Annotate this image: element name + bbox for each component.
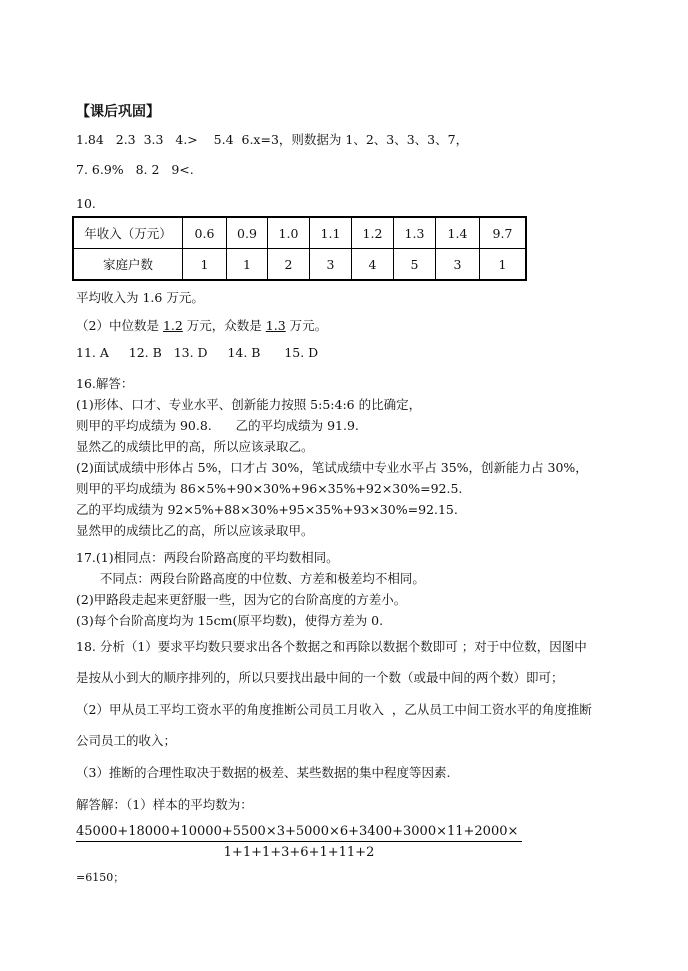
table-cell: 1.4 [436,217,480,249]
q16-line: 则甲的平均成绩为 86×5%+90×30%+96×35%+92×30%=92.5. [76,481,463,496]
answers-line-2: 7. 6.9% 8. 2 9<. [76,162,194,177]
q17-line: (3)每个台阶高度均为 15cm(原平均数)，使得方差为 0. [76,613,384,628]
question-10-label: 10. [76,196,96,211]
section-heading: 【课后巩固】 [76,104,160,120]
table-cell: 1.3 [394,217,436,249]
q18-line: 公司员工的收入； [76,733,177,748]
average-income-text: 平均收入为 1.6 万元。 [76,290,204,305]
q18-line: 是按从小到大的顺序排列的，所以只要找出最中间的一个数（或最中间的两个数）即可； [76,670,564,685]
table-cell: 1 [183,249,227,281]
table-cell: 9.7 [480,217,527,249]
q16-line: 乙的平均成绩为 92×5%+88×30%+95×35%+93×30%=92.15. [76,502,458,517]
table-cell: 2 [268,249,310,281]
answers-line-1: 1.84 2.3 3.3 4.> 5.4 6.x=3，则数据为 1、2、3、3、3、7， [76,132,469,147]
q17-line: (2)甲路段走起来更舒服一些，因为它的台阶高度的方差小。 [76,592,407,607]
q18-line: （2）甲从员工平均工资水平的角度推断公司员工月收入 ，乙从员工中间工资水平的角度推断 [76,702,592,717]
q16-line: 16.解答： [76,376,134,391]
solution-label: 解答解：（1）样本的平均数为： [76,797,253,812]
q16-line: 显然乙的成绩比甲的高，所以应该录取乙。 [76,439,314,454]
median-mode-middle: 万元，众数是 [182,318,266,333]
median-mode-prefix: （2）中位数是 [76,318,163,333]
q17-line: 不同点：两段台阶路高度的中位数、方差和极差均不相同。 [76,571,425,586]
table-row [73,249,526,281]
result-text: =6150； [76,871,125,884]
q16-line: (1)形体、口才、专业水平、创新能力按照 5:5:4:6 的比确定， [76,397,422,412]
median-value: 1.2 [162,318,183,333]
table-cell: 1 [480,249,527,281]
q18-line: （3）推断的合理性取决于数据的极差、某些数据的集中程度等因素. [76,765,451,780]
income-table [72,216,527,281]
table-cell: 5 [394,249,436,281]
table-cell: 1.0 [268,217,310,249]
table-cell: 年收入（万元） [73,217,183,249]
table-cell: 1.2 [352,217,394,249]
table-cell: 0.6 [183,217,227,249]
mean-fraction [76,824,522,861]
fraction-bar [76,841,522,842]
table-cell: 1 [227,249,268,281]
q17-line: 17.(1)相同点：两段台阶路高度的平均数相同。 [76,550,339,565]
q16-line: 则甲的平均成绩为 90.8. 乙的平均成绩为 91.9. [76,418,359,433]
answers-11-15: 11. A 12. B 13. D 14. B 15. D [76,345,319,360]
median-mode-line [76,318,327,334]
table-cell: 3 [310,249,352,281]
q18-line: 18. 分析（1）要求平均数只要求出各个数据之和再除以数据个数即可 ；对于中位数，因图中 [76,639,587,654]
fraction-denominator: 1+1+1+3+6+1+11+2 [223,845,375,860]
q16-line: (2)面试成绩中形体占 5%，口才占 30%，笔试成绩中专业水平占 35%，创新能力占 30%， [76,460,588,475]
fraction-numerator: 45000+18000+10000+5500×3+5000×6+3400+3000×11+2000× [76,824,519,839]
mode-value: 1.3 [265,318,286,333]
table-cell: 4 [352,249,394,281]
q16-line: 显然甲的成绩比乙的高，所以应该录取甲。 [76,523,314,538]
table-row [73,217,526,249]
table-cell: 1.1 [310,217,352,249]
median-mode-suffix: 万元。 [285,318,328,333]
table-cell: 家庭户数 [73,249,183,281]
table-cell: 0.9 [227,217,268,249]
table-cell: 3 [436,249,480,281]
